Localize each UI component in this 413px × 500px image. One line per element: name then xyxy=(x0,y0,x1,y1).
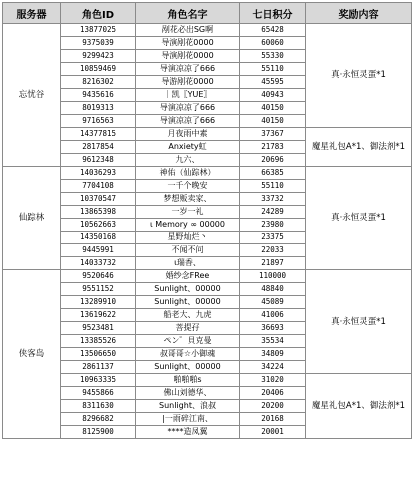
role-id-cell: 13865398 xyxy=(61,205,136,218)
server-cell: 忘忧谷 xyxy=(3,24,61,167)
role-id-cell: 9299423 xyxy=(61,49,136,62)
score-cell: 35534 xyxy=(240,335,306,348)
role-id-cell: 2861137 xyxy=(61,361,136,374)
role-name-cell: ι瑞香、 xyxy=(136,257,240,270)
score-cell: 33732 xyxy=(240,192,306,205)
role-id-cell: 13289910 xyxy=(61,296,136,309)
role-id-cell: 13877025 xyxy=(61,24,136,37)
table-body xyxy=(3,24,412,439)
role-name-cell: Sunlight、00000 xyxy=(136,361,240,374)
role-id-cell: 14036293 xyxy=(61,166,136,179)
role-id-cell: 9716563 xyxy=(61,114,136,127)
table-row xyxy=(3,270,412,283)
score-cell: 55110 xyxy=(240,62,306,75)
role-name-cell: 导演凉凉了666 xyxy=(136,62,240,75)
score-cell: 23375 xyxy=(240,231,306,244)
reward-cell: 真·永恒灵蛋*1 xyxy=(306,166,412,270)
table-row xyxy=(3,24,412,37)
server-cell: 仙踪林 xyxy=(3,166,61,270)
role-id-cell: 8125900 xyxy=(61,426,136,439)
ranking-table-container xyxy=(2,2,411,439)
score-cell: 24289 xyxy=(240,205,306,218)
score-cell: 55110 xyxy=(240,179,306,192)
score-cell: 65428 xyxy=(240,24,306,37)
role-id-cell: 10859469 xyxy=(61,62,136,75)
score-cell: 40943 xyxy=(240,88,306,101)
role-id-cell: 9375039 xyxy=(61,36,136,49)
role-id-cell: 9520646 xyxy=(61,270,136,283)
score-cell: 23980 xyxy=(240,218,306,231)
role-name-cell: Sunlight、00000 xyxy=(136,283,240,296)
role-name-cell: Sunlight、00000 xyxy=(136,296,240,309)
role-id-cell: 7704108 xyxy=(61,179,136,192)
score-cell: 22033 xyxy=(240,244,306,257)
server-cell: 侠客岛 xyxy=(3,270,61,439)
role-name-cell: 佛山刘德华、 xyxy=(136,387,240,400)
header-role-name: 角色名字 xyxy=(136,3,240,24)
score-cell: 21783 xyxy=(240,140,306,153)
score-cell: 48840 xyxy=(240,283,306,296)
role-id-cell: 8216302 xyxy=(61,75,136,88)
score-cell: 34809 xyxy=(240,348,306,361)
role-id-cell: 9445991 xyxy=(61,244,136,257)
role-name-cell: ****造凤翼 xyxy=(136,426,240,439)
reward-cell: 魔星礼包A*1、御法剂*1 xyxy=(306,374,412,439)
score-cell: 41006 xyxy=(240,309,306,322)
role-id-cell: 9455866 xyxy=(61,387,136,400)
role-name-cell: Anxiety虹 xyxy=(136,140,240,153)
score-cell: 45595 xyxy=(240,75,306,88)
role-name-cell: 一千个晚安 xyxy=(136,179,240,192)
role-id-cell: 9612348 xyxy=(61,153,136,166)
role-name-cell: 船老大、九虎 xyxy=(136,309,240,322)
role-id-cell: 8311630 xyxy=(61,400,136,413)
header-reward: 奖励内容 xyxy=(306,3,412,24)
score-cell: 60060 xyxy=(240,36,306,49)
header-row xyxy=(3,3,412,24)
role-name-cell: 不闻不问 xyxy=(136,244,240,257)
role-name-cell: 剐花必出SG啊 xyxy=(136,24,240,37)
score-cell: 20168 xyxy=(240,413,306,426)
role-name-cell: ｜凯〖YUE〗 xyxy=(136,88,240,101)
role-name-cell: 导游剐花0000 xyxy=(136,75,240,88)
score-cell: 110000 xyxy=(240,270,306,283)
role-name-cell: 菩提孖 xyxy=(136,322,240,335)
ranking-table xyxy=(2,2,412,439)
score-cell: 55330 xyxy=(240,49,306,62)
role-id-cell: 8019313 xyxy=(61,101,136,114)
reward-cell: 真·永恒灵蛋*1 xyxy=(306,270,412,374)
table-row xyxy=(3,127,412,140)
role-name-cell: 一岁一礼 xyxy=(136,205,240,218)
role-name-cell: Sunlight、浪叔 xyxy=(136,400,240,413)
score-cell: 20001 xyxy=(240,426,306,439)
score-cell: 40150 xyxy=(240,114,306,127)
score-cell: 20406 xyxy=(240,387,306,400)
role-id-cell: 13619622 xyxy=(61,309,136,322)
role-id-cell: 13385526 xyxy=(61,335,136,348)
role-id-cell: 14350168 xyxy=(61,231,136,244)
table-row xyxy=(3,374,412,387)
role-name-cell: 啪啪啪s xyxy=(136,374,240,387)
role-id-cell: 9523481 xyxy=(61,322,136,335)
reward-cell: 真·永恒灵蛋*1 xyxy=(306,24,412,128)
score-cell: 66385 xyxy=(240,166,306,179)
role-name-cell: ペン゜貝克曼 xyxy=(136,335,240,348)
role-id-cell: 2817854 xyxy=(61,140,136,153)
role-name-cell: 叔哥哥☆小御魂 xyxy=(136,348,240,361)
role-name-cell: 九六、 xyxy=(136,153,240,166)
role-name-cell: 导演凉凉了666 xyxy=(136,101,240,114)
header-seven-day-score: 七日积分 xyxy=(240,3,306,24)
score-cell: 40150 xyxy=(240,101,306,114)
role-name-cell: 星野灿烂丶 xyxy=(136,231,240,244)
score-cell: 21897 xyxy=(240,257,306,270)
role-name-cell: 神佑（仙踪林） xyxy=(136,166,240,179)
role-name-cell: 导演剐花0000 xyxy=(136,49,240,62)
role-name-cell: 婚纱念FRee xyxy=(136,270,240,283)
role-id-cell: 9551152 xyxy=(61,283,136,296)
role-name-cell: 导演剐花0000 xyxy=(136,36,240,49)
score-cell: 20200 xyxy=(240,400,306,413)
role-id-cell: 10370547 xyxy=(61,192,136,205)
score-cell: 36693 xyxy=(240,322,306,335)
role-name-cell: 梦想贩卖家、 xyxy=(136,192,240,205)
header-role-id: 角色ID xyxy=(61,3,136,24)
score-cell: 37367 xyxy=(240,127,306,140)
table-row xyxy=(3,166,412,179)
header-server: 服务器 xyxy=(3,3,61,24)
role-id-cell: 14377815 xyxy=(61,127,136,140)
role-id-cell: 9435616 xyxy=(61,88,136,101)
role-id-cell: 13506650 xyxy=(61,348,136,361)
role-name-cell: |一雨碎江南、 xyxy=(136,413,240,426)
score-cell: 31020 xyxy=(240,374,306,387)
score-cell: 45089 xyxy=(240,296,306,309)
score-cell: 34224 xyxy=(240,361,306,374)
role-id-cell: 10963335 xyxy=(61,374,136,387)
role-id-cell: 14033732 xyxy=(61,257,136,270)
role-name-cell: 月夜雨中素 xyxy=(136,127,240,140)
reward-cell: 魔星礼包A*1、御法剂*1 xyxy=(306,127,412,166)
role-id-cell: 8296682 xyxy=(61,413,136,426)
role-id-cell: 10562663 xyxy=(61,218,136,231)
score-cell: 20696 xyxy=(240,153,306,166)
role-name-cell: 导演凉凉了666 xyxy=(136,114,240,127)
role-name-cell: ι Memory ∞ 00000 xyxy=(136,218,240,231)
